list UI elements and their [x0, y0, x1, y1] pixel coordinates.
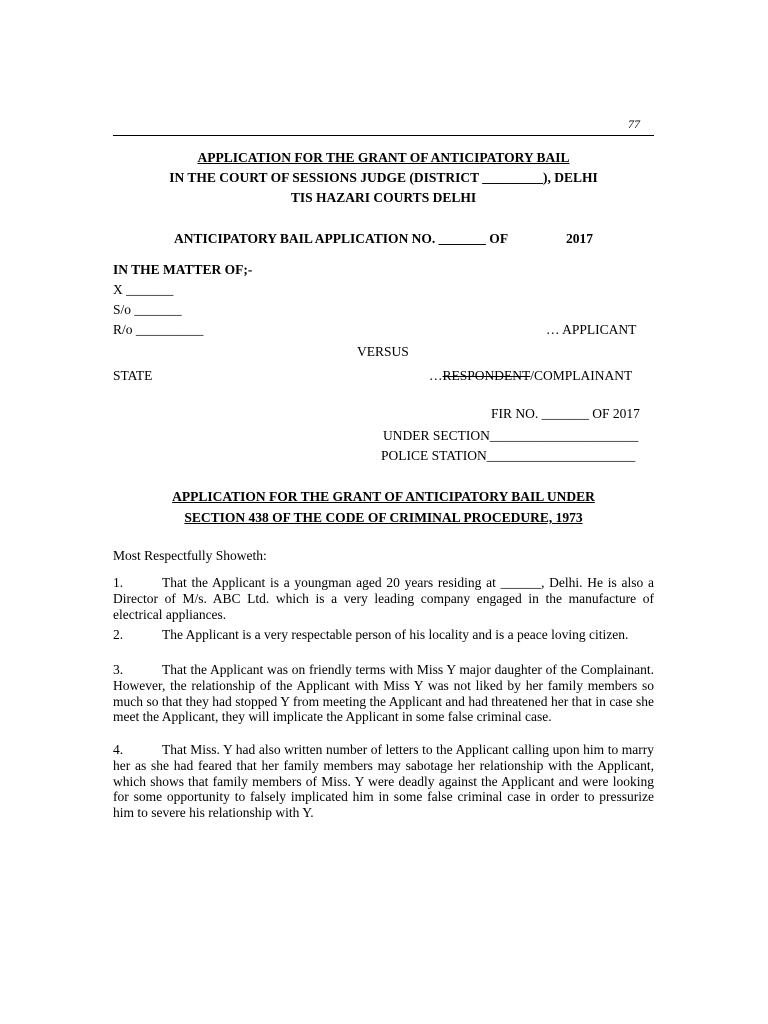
paragraph-number: 3. — [113, 662, 124, 677]
paragraph-1 — [113, 575, 654, 622]
paragraph-4 — [113, 742, 654, 821]
respondent-text: RESPONDENT — [442, 368, 531, 383]
paragraph-3 — [113, 662, 654, 725]
applicant-parent: S/o _______ — [113, 302, 182, 317]
court-location: TIS HAZARI COURTS DELHI — [290, 190, 477, 205]
paragraph-text: That the Applicant is a youngman aged 20 years residing at ______, Delhi. He is also a Director of M/s. ABC Ltd. which is a very leading company engaged in the manufacture of electrical appliances. — [113, 575, 654, 622]
header-rule — [113, 135, 654, 136]
respondent-prefix: … — [429, 368, 443, 383]
respondent-label — [429, 368, 632, 384]
applicant-residence: R/o __________ — [113, 322, 204, 337]
fir-number: FIR NO. _______ OF 2017 — [491, 406, 640, 421]
application-year: 2017 — [566, 231, 593, 246]
applicant-label: … APPLICANT — [546, 322, 637, 337]
matter-title: IN THE MATTER OF;- — [113, 262, 253, 277]
applicant-name: X _______ — [113, 282, 174, 297]
complainant-text: /COMPLAINANT — [530, 368, 633, 383]
under-section: UNDER SECTION______________________ — [383, 428, 639, 443]
page-number: 77 — [628, 117, 640, 131]
paragraph-text: The Applicant is a very respectable person of his locality and is a peace loving citizen. — [162, 627, 629, 642]
paragraph-number: 1. — [113, 575, 124, 590]
police-station: POLICE STATION______________________ — [381, 448, 636, 463]
court-name: IN THE COURT OF SESSIONS JUDGE (DISTRICT _________), DELHI — [169, 170, 598, 185]
document-title: APPLICATION FOR THE GRANT OF ANTICIPATORY BAIL — [197, 150, 570, 165]
paragraph-text: That Miss. Y had also written number of letters to the Applicant calling upon him to marry her as she had feared that her family members may sabotage her relationship with the Applicant, which shows that family members of Miss. Y were deadly against the Applicant and were looking for some opportunity to falsely implicated him in some false criminal case in order to pressurize him to severe his relationship with Y. — [113, 742, 654, 821]
application-number-label: ANTICIPATORY BAIL APPLICATION NO. _______ OF — [174, 231, 509, 246]
versus-label: VERSUS — [357, 344, 409, 359]
paragraph-number: 2. — [113, 627, 124, 642]
salutation: Most Respectfully Showeth: — [113, 548, 267, 563]
paragraph-number: 4. — [113, 742, 124, 757]
paragraph-2 — [113, 627, 654, 643]
paragraph-text: That the Applicant was on friendly terms with Miss Y major daughter of the Complainant. However, the relationship of the Applicant with Miss Y was not liked by her family members so much so that they had stopped Y from meeting the Applicant and had threatened her that in case she meet the Applicant, they will implicate the Applicant in some false criminal case. — [113, 662, 654, 725]
state-label: STATE — [113, 368, 153, 383]
application-heading-line1: APPLICATION FOR THE GRANT OF ANTICIPATORY BAIL UNDER — [172, 489, 595, 504]
application-heading-line2: SECTION 438 OF THE CODE OF CRIMINAL PROCEDURE, 1973 — [184, 510, 583, 525]
